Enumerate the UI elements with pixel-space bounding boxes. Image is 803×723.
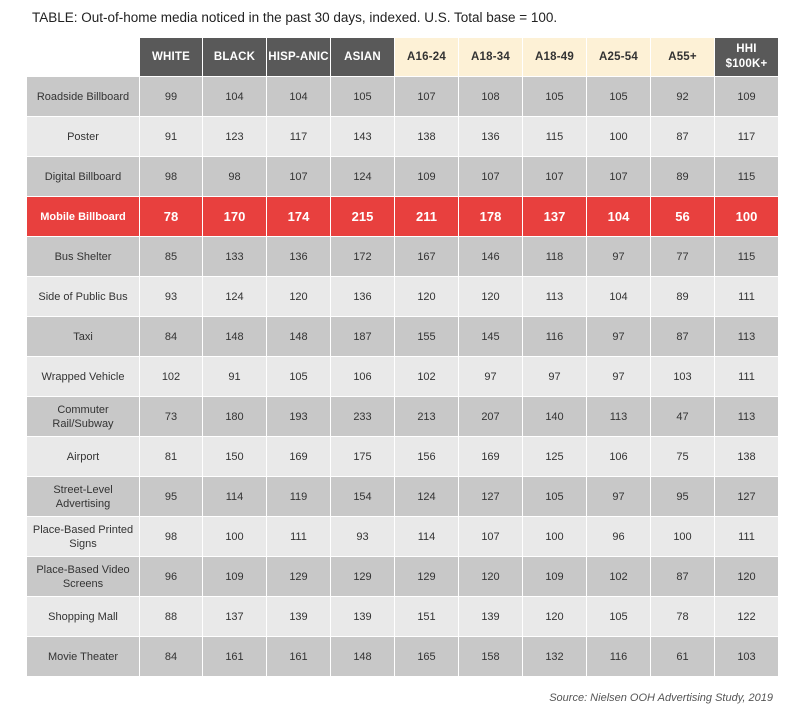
table-body bbox=[27, 77, 779, 677]
cell-movie-theater-a25-54: 116 bbox=[587, 637, 651, 677]
cell-place-based-printed-signs-a25-54: 96 bbox=[587, 517, 651, 557]
cell-place-based-printed-signs-white: 98 bbox=[140, 517, 203, 557]
cell-shopping-mall-asian: 139 bbox=[331, 597, 395, 637]
table-row-movie-theater bbox=[27, 637, 779, 677]
cell-place-based-printed-signs-a55plus: 100 bbox=[651, 517, 715, 557]
cell-place-based-printed-signs-hisp-anic: 111 bbox=[267, 517, 331, 557]
cell-roadside-billboard-a18-49: 105 bbox=[523, 77, 587, 117]
table-row-street-level-advertising bbox=[27, 477, 779, 517]
column-header-a18-49: A18-49 bbox=[523, 38, 587, 77]
cell-street-level-advertising-black: 114 bbox=[203, 477, 267, 517]
table-row-shopping-mall bbox=[27, 597, 779, 637]
cell-airport-white: 81 bbox=[140, 437, 203, 477]
cell-shopping-mall-white: 88 bbox=[140, 597, 203, 637]
cell-side-of-public-bus-a16-24: 120 bbox=[395, 277, 459, 317]
column-header-hisp-anic: HISP-ANIC bbox=[267, 38, 331, 77]
cell-digital-billboard-black: 98 bbox=[203, 157, 267, 197]
cell-digital-billboard-a25-54: 107 bbox=[587, 157, 651, 197]
cell-poster-asian: 143 bbox=[331, 117, 395, 157]
cell-digital-billboard-hisp-anic: 107 bbox=[267, 157, 331, 197]
table-row-airport bbox=[27, 437, 779, 477]
cell-bus-shelter-black: 133 bbox=[203, 237, 267, 277]
cell-commuter-rail-subway-white: 73 bbox=[140, 397, 203, 437]
cell-shopping-mall-a25-54: 105 bbox=[587, 597, 651, 637]
cell-shopping-mall-a55plus: 78 bbox=[651, 597, 715, 637]
cell-poster-a18-34: 136 bbox=[459, 117, 523, 157]
cell-taxi-white: 84 bbox=[140, 317, 203, 357]
cell-movie-theater-a16-24: 165 bbox=[395, 637, 459, 677]
cell-poster-hisp-anic: 117 bbox=[267, 117, 331, 157]
cell-wrapped-vehicle-black: 91 bbox=[203, 357, 267, 397]
cell-poster-a16-24: 138 bbox=[395, 117, 459, 157]
cell-movie-theater-a55plus: 61 bbox=[651, 637, 715, 677]
cell-airport-hhi-100kplus: 138 bbox=[715, 437, 779, 477]
cell-street-level-advertising-hhi-100kplus: 127 bbox=[715, 477, 779, 517]
cell-street-level-advertising-a16-24: 124 bbox=[395, 477, 459, 517]
cell-shopping-mall-hhi-100kplus: 122 bbox=[715, 597, 779, 637]
cell-taxi-a55plus: 87 bbox=[651, 317, 715, 357]
cell-shopping-mall-a16-24: 151 bbox=[395, 597, 459, 637]
cell-roadside-billboard-asian: 105 bbox=[331, 77, 395, 117]
cell-bus-shelter-a18-49: 118 bbox=[523, 237, 587, 277]
column-header-a55plus: A55+ bbox=[651, 38, 715, 77]
cell-airport-a18-34: 169 bbox=[459, 437, 523, 477]
cell-wrapped-vehicle-a25-54: 97 bbox=[587, 357, 651, 397]
row-label: Place-Based Printed Signs bbox=[27, 517, 140, 557]
cell-street-level-advertising-hisp-anic: 119 bbox=[267, 477, 331, 517]
cell-side-of-public-bus-hisp-anic: 120 bbox=[267, 277, 331, 317]
row-label: Digital Billboard bbox=[27, 157, 140, 197]
row-label: Taxi bbox=[27, 317, 140, 357]
cell-mobile-billboard-hisp-anic: 174 bbox=[267, 197, 331, 237]
column-header-white: WHITE bbox=[140, 38, 203, 77]
cell-roadside-billboard-hisp-anic: 104 bbox=[267, 77, 331, 117]
cell-digital-billboard-a18-34: 107 bbox=[459, 157, 523, 197]
cell-mobile-billboard-a16-24: 211 bbox=[395, 197, 459, 237]
row-label: Side of Public Bus bbox=[27, 277, 140, 317]
cell-commuter-rail-subway-a55plus: 47 bbox=[651, 397, 715, 437]
cell-digital-billboard-a18-49: 107 bbox=[523, 157, 587, 197]
cell-poster-a18-49: 115 bbox=[523, 117, 587, 157]
row-label: Bus Shelter bbox=[27, 237, 140, 277]
cell-side-of-public-bus-black: 124 bbox=[203, 277, 267, 317]
column-header-a16-24: A16-24 bbox=[395, 38, 459, 77]
header-corner bbox=[27, 38, 140, 77]
table-row-bus-shelter bbox=[27, 237, 779, 277]
cell-mobile-billboard-a55plus: 56 bbox=[651, 197, 715, 237]
cell-street-level-advertising-asian: 154 bbox=[331, 477, 395, 517]
cell-commuter-rail-subway-hhi-100kplus: 113 bbox=[715, 397, 779, 437]
cell-poster-hhi-100kplus: 117 bbox=[715, 117, 779, 157]
cell-taxi-a18-34: 145 bbox=[459, 317, 523, 357]
cell-movie-theater-hisp-anic: 161 bbox=[267, 637, 331, 677]
cell-roadside-billboard-a16-24: 107 bbox=[395, 77, 459, 117]
cell-commuter-rail-subway-a18-34: 207 bbox=[459, 397, 523, 437]
row-label: Poster bbox=[27, 117, 140, 157]
cell-street-level-advertising-a18-34: 127 bbox=[459, 477, 523, 517]
cell-digital-billboard-asian: 124 bbox=[331, 157, 395, 197]
column-header-black: BLACK bbox=[203, 38, 267, 77]
cell-street-level-advertising-white: 95 bbox=[140, 477, 203, 517]
row-label: Airport bbox=[27, 437, 140, 477]
cell-movie-theater-asian: 148 bbox=[331, 637, 395, 677]
cell-airport-hisp-anic: 169 bbox=[267, 437, 331, 477]
cell-place-based-video-screens-hisp-anic: 129 bbox=[267, 557, 331, 597]
cell-wrapped-vehicle-a18-34: 97 bbox=[459, 357, 523, 397]
cell-commuter-rail-subway-hisp-anic: 193 bbox=[267, 397, 331, 437]
row-label: Wrapped Vehicle bbox=[27, 357, 140, 397]
cell-place-based-video-screens-a16-24: 129 bbox=[395, 557, 459, 597]
cell-commuter-rail-subway-a25-54: 113 bbox=[587, 397, 651, 437]
cell-poster-black: 123 bbox=[203, 117, 267, 157]
row-label: Movie Theater bbox=[27, 637, 140, 677]
cell-commuter-rail-subway-asian: 233 bbox=[331, 397, 395, 437]
cell-street-level-advertising-a18-49: 105 bbox=[523, 477, 587, 517]
column-header-hhi-100kplus: HHI $100K+ bbox=[715, 38, 779, 77]
cell-taxi-asian: 187 bbox=[331, 317, 395, 357]
cell-movie-theater-black: 161 bbox=[203, 637, 267, 677]
cell-mobile-billboard-white: 78 bbox=[140, 197, 203, 237]
cell-shopping-mall-a18-34: 139 bbox=[459, 597, 523, 637]
cell-digital-billboard-a16-24: 109 bbox=[395, 157, 459, 197]
cell-roadside-billboard-a18-34: 108 bbox=[459, 77, 523, 117]
cell-shopping-mall-black: 137 bbox=[203, 597, 267, 637]
cell-shopping-mall-hisp-anic: 139 bbox=[267, 597, 331, 637]
cell-taxi-a18-49: 116 bbox=[523, 317, 587, 357]
cell-wrapped-vehicle-a16-24: 102 bbox=[395, 357, 459, 397]
table-row-taxi bbox=[27, 317, 779, 357]
cell-place-based-video-screens-a18-49: 109 bbox=[523, 557, 587, 597]
table-row-mobile-billboard bbox=[27, 197, 779, 237]
cell-bus-shelter-a55plus: 77 bbox=[651, 237, 715, 277]
cell-mobile-billboard-a18-49: 137 bbox=[523, 197, 587, 237]
cell-movie-theater-a18-34: 158 bbox=[459, 637, 523, 677]
table-row-commuter-rail-subway bbox=[27, 397, 779, 437]
table-row-place-based-printed-signs bbox=[27, 517, 779, 557]
cell-place-based-printed-signs-a18-34: 107 bbox=[459, 517, 523, 557]
cell-commuter-rail-subway-a18-49: 140 bbox=[523, 397, 587, 437]
cell-taxi-a25-54: 97 bbox=[587, 317, 651, 357]
cell-side-of-public-bus-a25-54: 104 bbox=[587, 277, 651, 317]
cell-commuter-rail-subway-black: 180 bbox=[203, 397, 267, 437]
column-header-a25-54: A25-54 bbox=[587, 38, 651, 77]
table-row-roadside-billboard bbox=[27, 77, 779, 117]
cell-place-based-video-screens-hhi-100kplus: 120 bbox=[715, 557, 779, 597]
cell-side-of-public-bus-hhi-100kplus: 111 bbox=[715, 277, 779, 317]
cell-digital-billboard-a55plus: 89 bbox=[651, 157, 715, 197]
cell-taxi-black: 148 bbox=[203, 317, 267, 357]
table-row-place-based-video-screens bbox=[27, 557, 779, 597]
cell-side-of-public-bus-white: 93 bbox=[140, 277, 203, 317]
cell-taxi-hisp-anic: 148 bbox=[267, 317, 331, 357]
cell-street-level-advertising-a25-54: 97 bbox=[587, 477, 651, 517]
cell-place-based-video-screens-white: 96 bbox=[140, 557, 203, 597]
cell-place-based-video-screens-asian: 129 bbox=[331, 557, 395, 597]
cell-movie-theater-a18-49: 132 bbox=[523, 637, 587, 677]
cell-taxi-a16-24: 155 bbox=[395, 317, 459, 357]
cell-commuter-rail-subway-a16-24: 213 bbox=[395, 397, 459, 437]
column-header-a18-34: A18-34 bbox=[459, 38, 523, 77]
cell-shopping-mall-a18-49: 120 bbox=[523, 597, 587, 637]
cell-side-of-public-bus-a18-34: 120 bbox=[459, 277, 523, 317]
cell-bus-shelter-a25-54: 97 bbox=[587, 237, 651, 277]
cell-wrapped-vehicle-hhi-100kplus: 111 bbox=[715, 357, 779, 397]
table-row-digital-billboard bbox=[27, 157, 779, 197]
cell-movie-theater-hhi-100kplus: 103 bbox=[715, 637, 779, 677]
row-label: Mobile Billboard bbox=[27, 197, 140, 237]
cell-side-of-public-bus-a55plus: 89 bbox=[651, 277, 715, 317]
table-row-wrapped-vehicle bbox=[27, 357, 779, 397]
source-note: Source: Nielsen OOH Advertising Study, 2019 bbox=[549, 692, 773, 704]
cell-place-based-printed-signs-a16-24: 114 bbox=[395, 517, 459, 557]
cell-movie-theater-white: 84 bbox=[140, 637, 203, 677]
cell-bus-shelter-a16-24: 167 bbox=[395, 237, 459, 277]
cell-wrapped-vehicle-hisp-anic: 105 bbox=[267, 357, 331, 397]
cell-place-based-printed-signs-asian: 93 bbox=[331, 517, 395, 557]
cell-place-based-video-screens-a55plus: 87 bbox=[651, 557, 715, 597]
table-row-side-of-public-bus bbox=[27, 277, 779, 317]
cell-bus-shelter-hhi-100kplus: 115 bbox=[715, 237, 779, 277]
header-row bbox=[27, 38, 779, 77]
cell-taxi-hhi-100kplus: 113 bbox=[715, 317, 779, 357]
cell-place-based-printed-signs-a18-49: 100 bbox=[523, 517, 587, 557]
cell-wrapped-vehicle-asian: 106 bbox=[331, 357, 395, 397]
cell-side-of-public-bus-a18-49: 113 bbox=[523, 277, 587, 317]
index-table bbox=[26, 37, 779, 677]
cell-street-level-advertising-a55plus: 95 bbox=[651, 477, 715, 517]
cell-airport-a18-49: 125 bbox=[523, 437, 587, 477]
cell-poster-a55plus: 87 bbox=[651, 117, 715, 157]
cell-bus-shelter-a18-34: 146 bbox=[459, 237, 523, 277]
cell-place-based-printed-signs-hhi-100kplus: 111 bbox=[715, 517, 779, 557]
cell-wrapped-vehicle-white: 102 bbox=[140, 357, 203, 397]
row-label: Roadside Billboard bbox=[27, 77, 140, 117]
cell-bus-shelter-hisp-anic: 136 bbox=[267, 237, 331, 277]
cell-roadside-billboard-white: 99 bbox=[140, 77, 203, 117]
table-title: TABLE: Out-of-home media noticed in the past 30 days, indexed. U.S. Total base = 100. bbox=[32, 10, 558, 25]
cell-digital-billboard-hhi-100kplus: 115 bbox=[715, 157, 779, 197]
cell-poster-a25-54: 100 bbox=[587, 117, 651, 157]
cell-mobile-billboard-asian: 215 bbox=[331, 197, 395, 237]
cell-airport-black: 150 bbox=[203, 437, 267, 477]
cell-digital-billboard-white: 98 bbox=[140, 157, 203, 197]
cell-bus-shelter-asian: 172 bbox=[331, 237, 395, 277]
cell-airport-a25-54: 106 bbox=[587, 437, 651, 477]
cell-place-based-video-screens-a18-34: 120 bbox=[459, 557, 523, 597]
table-row-poster bbox=[27, 117, 779, 157]
cell-airport-a55plus: 75 bbox=[651, 437, 715, 477]
cell-wrapped-vehicle-a55plus: 103 bbox=[651, 357, 715, 397]
cell-mobile-billboard-a18-34: 178 bbox=[459, 197, 523, 237]
cell-wrapped-vehicle-a18-49: 97 bbox=[523, 357, 587, 397]
cell-place-based-printed-signs-black: 100 bbox=[203, 517, 267, 557]
cell-roadside-billboard-black: 104 bbox=[203, 77, 267, 117]
row-label: Place-Based Video Screens bbox=[27, 557, 140, 597]
cell-poster-white: 91 bbox=[140, 117, 203, 157]
row-label: Shopping Mall bbox=[27, 597, 140, 637]
cell-side-of-public-bus-asian: 136 bbox=[331, 277, 395, 317]
cell-mobile-billboard-black: 170 bbox=[203, 197, 267, 237]
cell-bus-shelter-white: 85 bbox=[140, 237, 203, 277]
cell-mobile-billboard-a25-54: 104 bbox=[587, 197, 651, 237]
cell-airport-a16-24: 156 bbox=[395, 437, 459, 477]
cell-roadside-billboard-a25-54: 105 bbox=[587, 77, 651, 117]
row-label: Commuter Rail/Subway bbox=[27, 397, 140, 437]
cell-mobile-billboard-hhi-100kplus: 100 bbox=[715, 197, 779, 237]
row-label: Street-Level Advertising bbox=[27, 477, 140, 517]
cell-place-based-video-screens-a25-54: 102 bbox=[587, 557, 651, 597]
cell-airport-asian: 175 bbox=[331, 437, 395, 477]
cell-place-based-video-screens-black: 109 bbox=[203, 557, 267, 597]
column-header-asian: ASIAN bbox=[331, 38, 395, 77]
cell-roadside-billboard-hhi-100kplus: 109 bbox=[715, 77, 779, 117]
cell-roadside-billboard-a55plus: 92 bbox=[651, 77, 715, 117]
